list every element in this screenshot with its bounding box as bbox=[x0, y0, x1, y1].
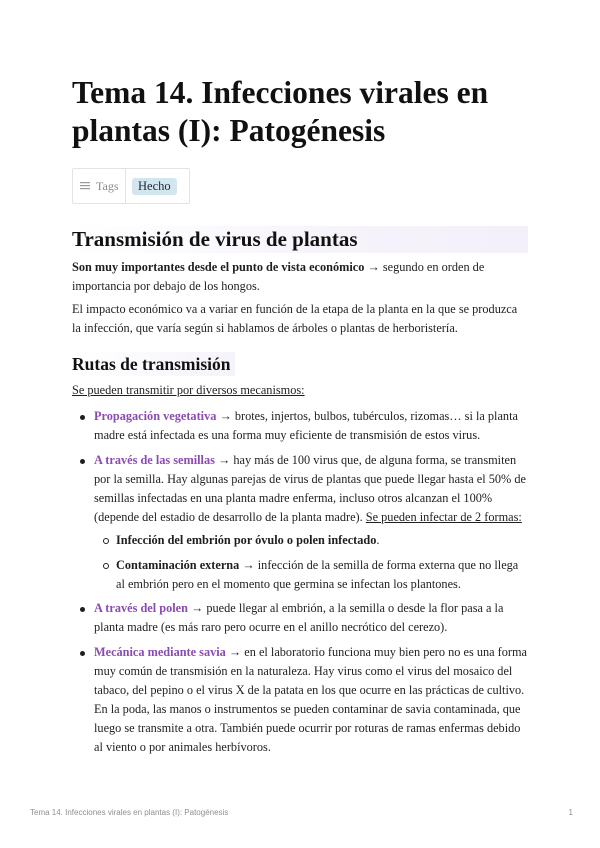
bold-text: Son muy importantes desde el punto de vista económico bbox=[72, 260, 365, 274]
list-term: Mecánica mediante savia bbox=[94, 645, 226, 659]
sublist-term: Contaminación externa bbox=[116, 558, 240, 572]
list-item bbox=[94, 643, 528, 757]
list-text: → brotes, injertos, bulbos, tubérculos, rizomas… si la planta madre está infectada es una forma muy eficiente de transmisión de estos virus. bbox=[94, 409, 518, 442]
page-footer bbox=[30, 808, 573, 817]
list-text: → hay más de 100 virus que, de alguna forma, se transmiten por la semilla. Hay algunas parejas de virus de plantas que puede llegar hasta el 50% de semillas infectadas en una planta madre enferma, incluso otros alcanzan el 100% (depende del estadio de desarrollo de la planta madre). bbox=[94, 453, 526, 524]
list-term: Propagación vegetativa bbox=[94, 409, 217, 423]
page-number: 1 bbox=[568, 808, 573, 817]
sublist-text: . bbox=[376, 533, 380, 547]
properties-table bbox=[72, 168, 190, 204]
section-heading: Transmisión de virus de plantas bbox=[72, 226, 528, 253]
list-item bbox=[94, 599, 528, 637]
sublist-term: Infección del embrión por óvulo o polen infectado bbox=[116, 533, 377, 547]
sublist-text: → infección de la semilla de forma externa que no llega al embrión pero en el momento que germina se infectan los plantones. bbox=[116, 558, 519, 591]
property-name-tags bbox=[73, 169, 126, 203]
list-text: → puede llegar al embrión, a la semilla o desde la flor pasa a la planta madre (es más raro pero ocurre en el anillo necrótico del cerezo). bbox=[94, 601, 504, 634]
list-item bbox=[94, 407, 528, 445]
sublist-item bbox=[116, 531, 528, 550]
property-label: Tags bbox=[96, 178, 119, 193]
underlined-text: Se pueden infectar de 2 formas: bbox=[365, 510, 522, 524]
paragraph-importance bbox=[72, 258, 528, 296]
tag-chip[interactable]: Hecho bbox=[132, 178, 177, 195]
list-intro: Se pueden transmitir por diversos mecanismos: bbox=[72, 383, 305, 397]
list-term: A través del polen bbox=[94, 601, 188, 615]
list-text: → en el laboratorio funciona muy bien pero no es una forma muy común de transmisión en la naturaleza. Hay virus como el virus del mosaico del tabaco, del pepino o el virus X de la patata en los que ocurre en las prácticas de cultivo. En la poda, las manos o instrumentos se pueden contaminar de savia contaminada, que luego se transmite a otra. También puede ocurrir por roturas de ramas enfermas debido al viento o por animales herbívoros. bbox=[94, 645, 528, 754]
sublist-item bbox=[116, 556, 528, 594]
subsection-heading: Rutas de transmisión bbox=[72, 352, 235, 376]
list-term: A través de las semillas bbox=[94, 453, 215, 467]
paragraph-text: → segundo en orden de importancia por debajo de los hongos. bbox=[72, 260, 485, 293]
list-icon bbox=[80, 179, 90, 194]
footer-title: Tema 14. Infecciones virales en plantas (I): Patogénesis bbox=[30, 808, 229, 817]
paragraph-impact: El impacto económico va a variar en función de la etapa de la planta en la que se produzca la infección, que varía según si hablamos de árboles o plantas de herboristería. bbox=[72, 302, 518, 335]
list-item bbox=[94, 451, 528, 527]
property-value-tags[interactable] bbox=[126, 169, 189, 203]
page-title: Tema 14. Infecciones virales en plantas (I): Patogénesis bbox=[72, 75, 489, 148]
